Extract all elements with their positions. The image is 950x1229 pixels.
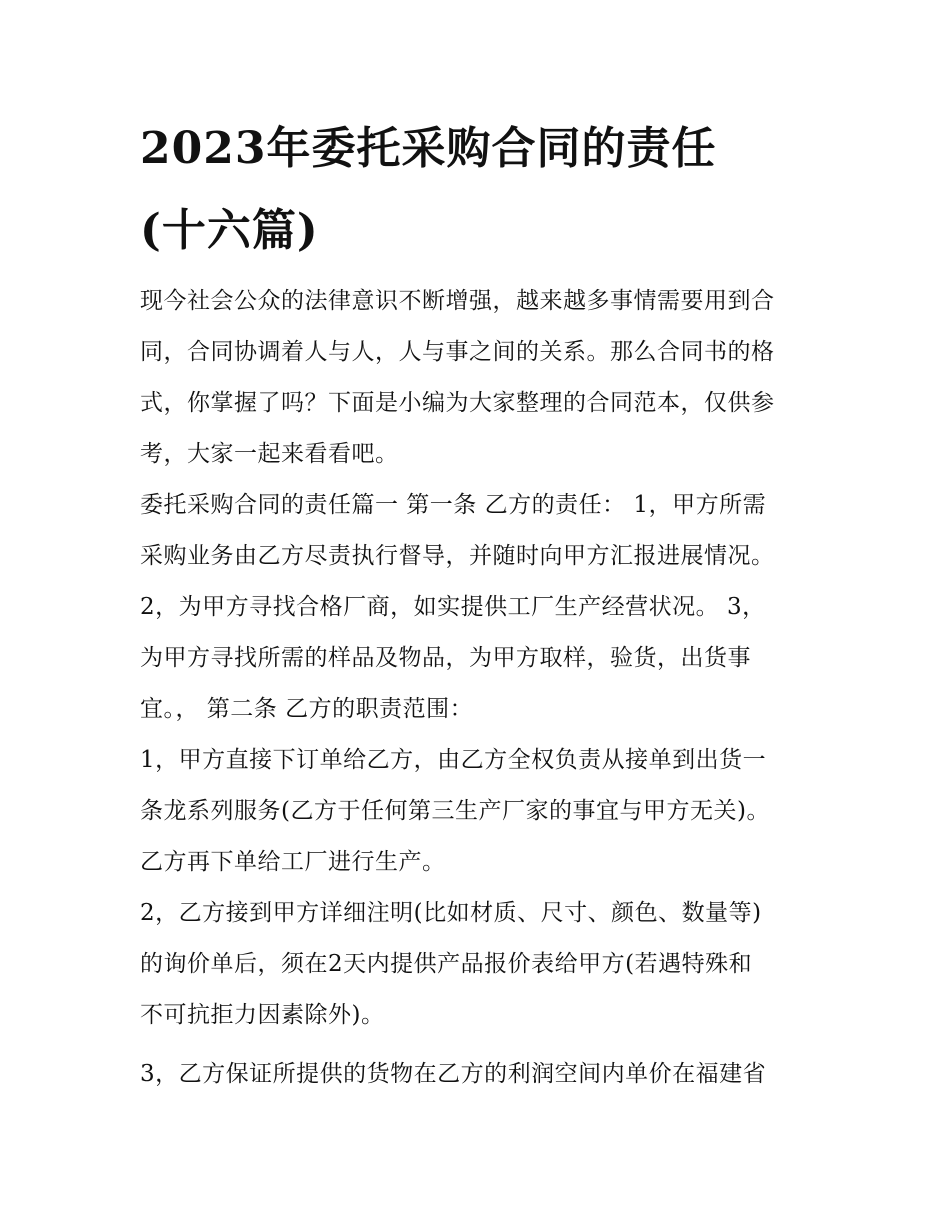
clause-paragraph: [140, 480, 820, 735]
document-body: [140, 108, 820, 1100]
text-line: 不可抗拒力因素除外)。: [140, 1002, 385, 1028]
text-line: 条龙系列服务(乙方于任何第三生产厂家的事宜与甲方无关)。: [140, 798, 770, 824]
text-line: 宜。， 第二条 乙方的职责范围：: [140, 696, 474, 722]
title-line: (十六篇): [140, 205, 319, 256]
text-line: 式，你掌握了吗？下面是小编为大家整理的合同范本，仅供参: [140, 390, 775, 416]
clause-paragraph: [140, 888, 820, 1041]
title-line: 2023年委托采购合同的责任: [140, 123, 717, 174]
text-line: 的询价单后，须在2天内提供产品报价表给甲方(若遇特殊和: [140, 951, 753, 977]
text-line: 委托采购合同的责任篇一 第一条 乙方的责任： 1，甲方所需: [140, 492, 767, 518]
text-line: 乙方再下单给工厂进行生产。: [140, 849, 446, 875]
clause-paragraph: [140, 1049, 820, 1100]
text-line: 现今社会公众的法律意识不断增强，越来越多事情需要用到合: [140, 288, 775, 314]
document-title: [140, 108, 820, 272]
text-line: 同，合同协调着人与人，人与事之间的关系。那么合同书的格: [140, 339, 775, 365]
text-line: 考，大家一起来看看吧。: [140, 441, 399, 467]
text-line: 2，乙方接到甲方详细注明(比如材质、尺寸、颜色、数量等): [140, 900, 762, 926]
text-line: 3，乙方保证所提供的货物在乙方的利润空间内单价在福建省: [140, 1061, 767, 1087]
text-line: 1，甲方直接下订单给乙方，由乙方全权负责从接单到出货一: [140, 747, 767, 773]
text-line: 采购业务由乙方尽责执行督导，并随时向甲方汇报进展情况。: [140, 543, 775, 569]
clause-paragraph: [140, 735, 820, 888]
intro-paragraph: [140, 276, 820, 480]
text-line: 为甲方寻找所需的样品及物品，为甲方取样，验货，出货事: [140, 645, 751, 671]
text-line: 2，为甲方寻找合格厂商，如实提供工厂生产经营状况。 3，: [140, 594, 766, 620]
